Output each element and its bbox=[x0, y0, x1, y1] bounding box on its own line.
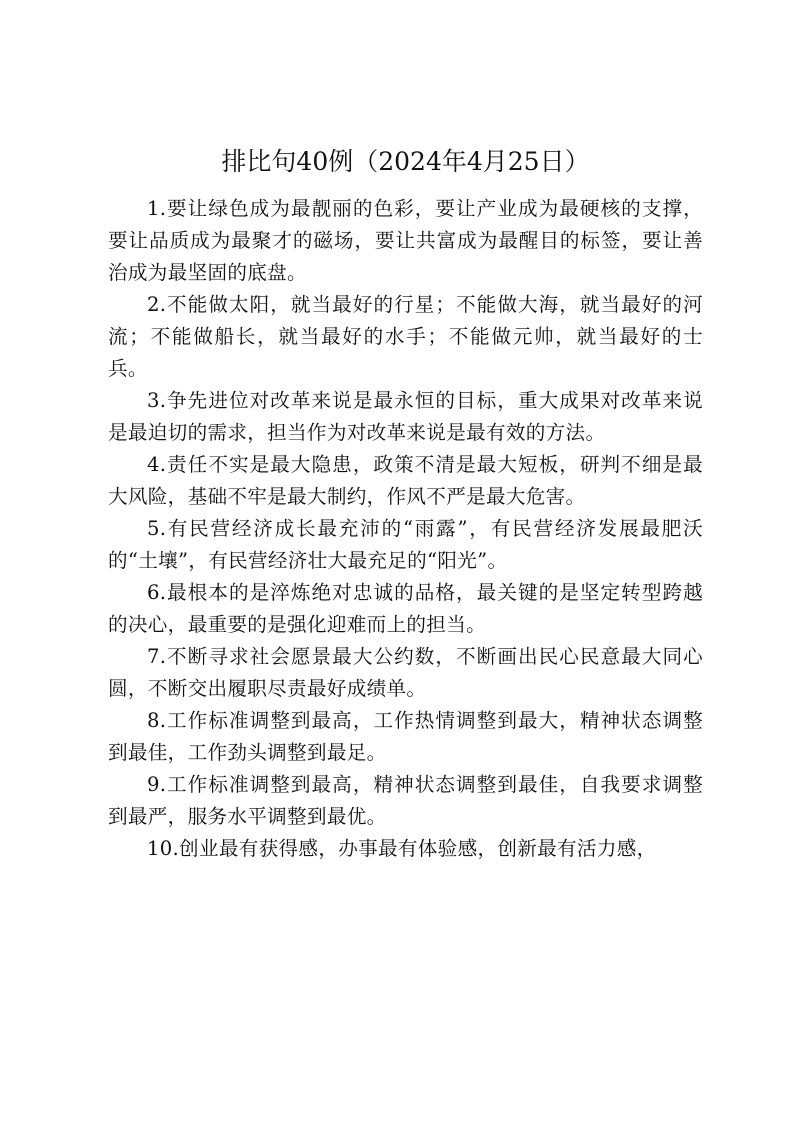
paragraph-list bbox=[108, 193, 703, 865]
paragraph-4: 4.责任不实是最大隐患，政策不清是最大短板，研判不细是最大风险，基础不牢是最大制约，作风不严是最大危害。 bbox=[108, 453, 703, 508]
paragraph-2: 2.不能做太阳，就当最好的行星；不能做大海，就当最好的河流；不能做船长，就当最好的水手；不能做元帅，就当最好的士兵。 bbox=[108, 293, 703, 380]
paragraph-1: 1.要让绿色成为最靓丽的色彩，要让产业成为最硬核的支撑，要让品质成为最聚才的磁场，要让共富成为最醒目的标签，要让善治成为最坚固的底盘。 bbox=[108, 197, 703, 284]
paragraph-8: 8.工作标准调整到最高，工作热情调整到最大，精神状态调整到最佳，工作劲头调整到最足。 bbox=[108, 709, 703, 764]
paragraph-10: 10.创业最有获得感，办事最有体验感，创新最有活力感， bbox=[147, 837, 657, 860]
paragraph-7: 7.不断寻求社会愿景最大公约数，不断画出民心民意最大同心圆，不断交出履职尽责最好成绩单。 bbox=[108, 645, 703, 700]
paragraph-5: 5.有民营经济成长最充沛的“雨露”，有民营经济发展最肥沃的“土壤”，有民营经济壮大最充足的“阳光”。 bbox=[108, 517, 703, 572]
document-title: 排比句40例（2024年4月25日） bbox=[221, 147, 590, 176]
paragraph-9: 9.工作标准调整到最高，精神状态调整到最佳，自我要求调整到最严，服务水平调整到最优。 bbox=[108, 773, 703, 828]
paragraph-3: 3.争先进位对改革来说是最永恒的目标，重大成果对改革来说是最迫切的需求，担当作为对改革来说是最有效的方法。 bbox=[108, 389, 703, 444]
paragraph-6: 6.最根本的是淬炼绝对忠诚的品格，最关键的是坚定转型跨越的决心，最重要的是强化迎难而上的担当。 bbox=[108, 581, 703, 636]
